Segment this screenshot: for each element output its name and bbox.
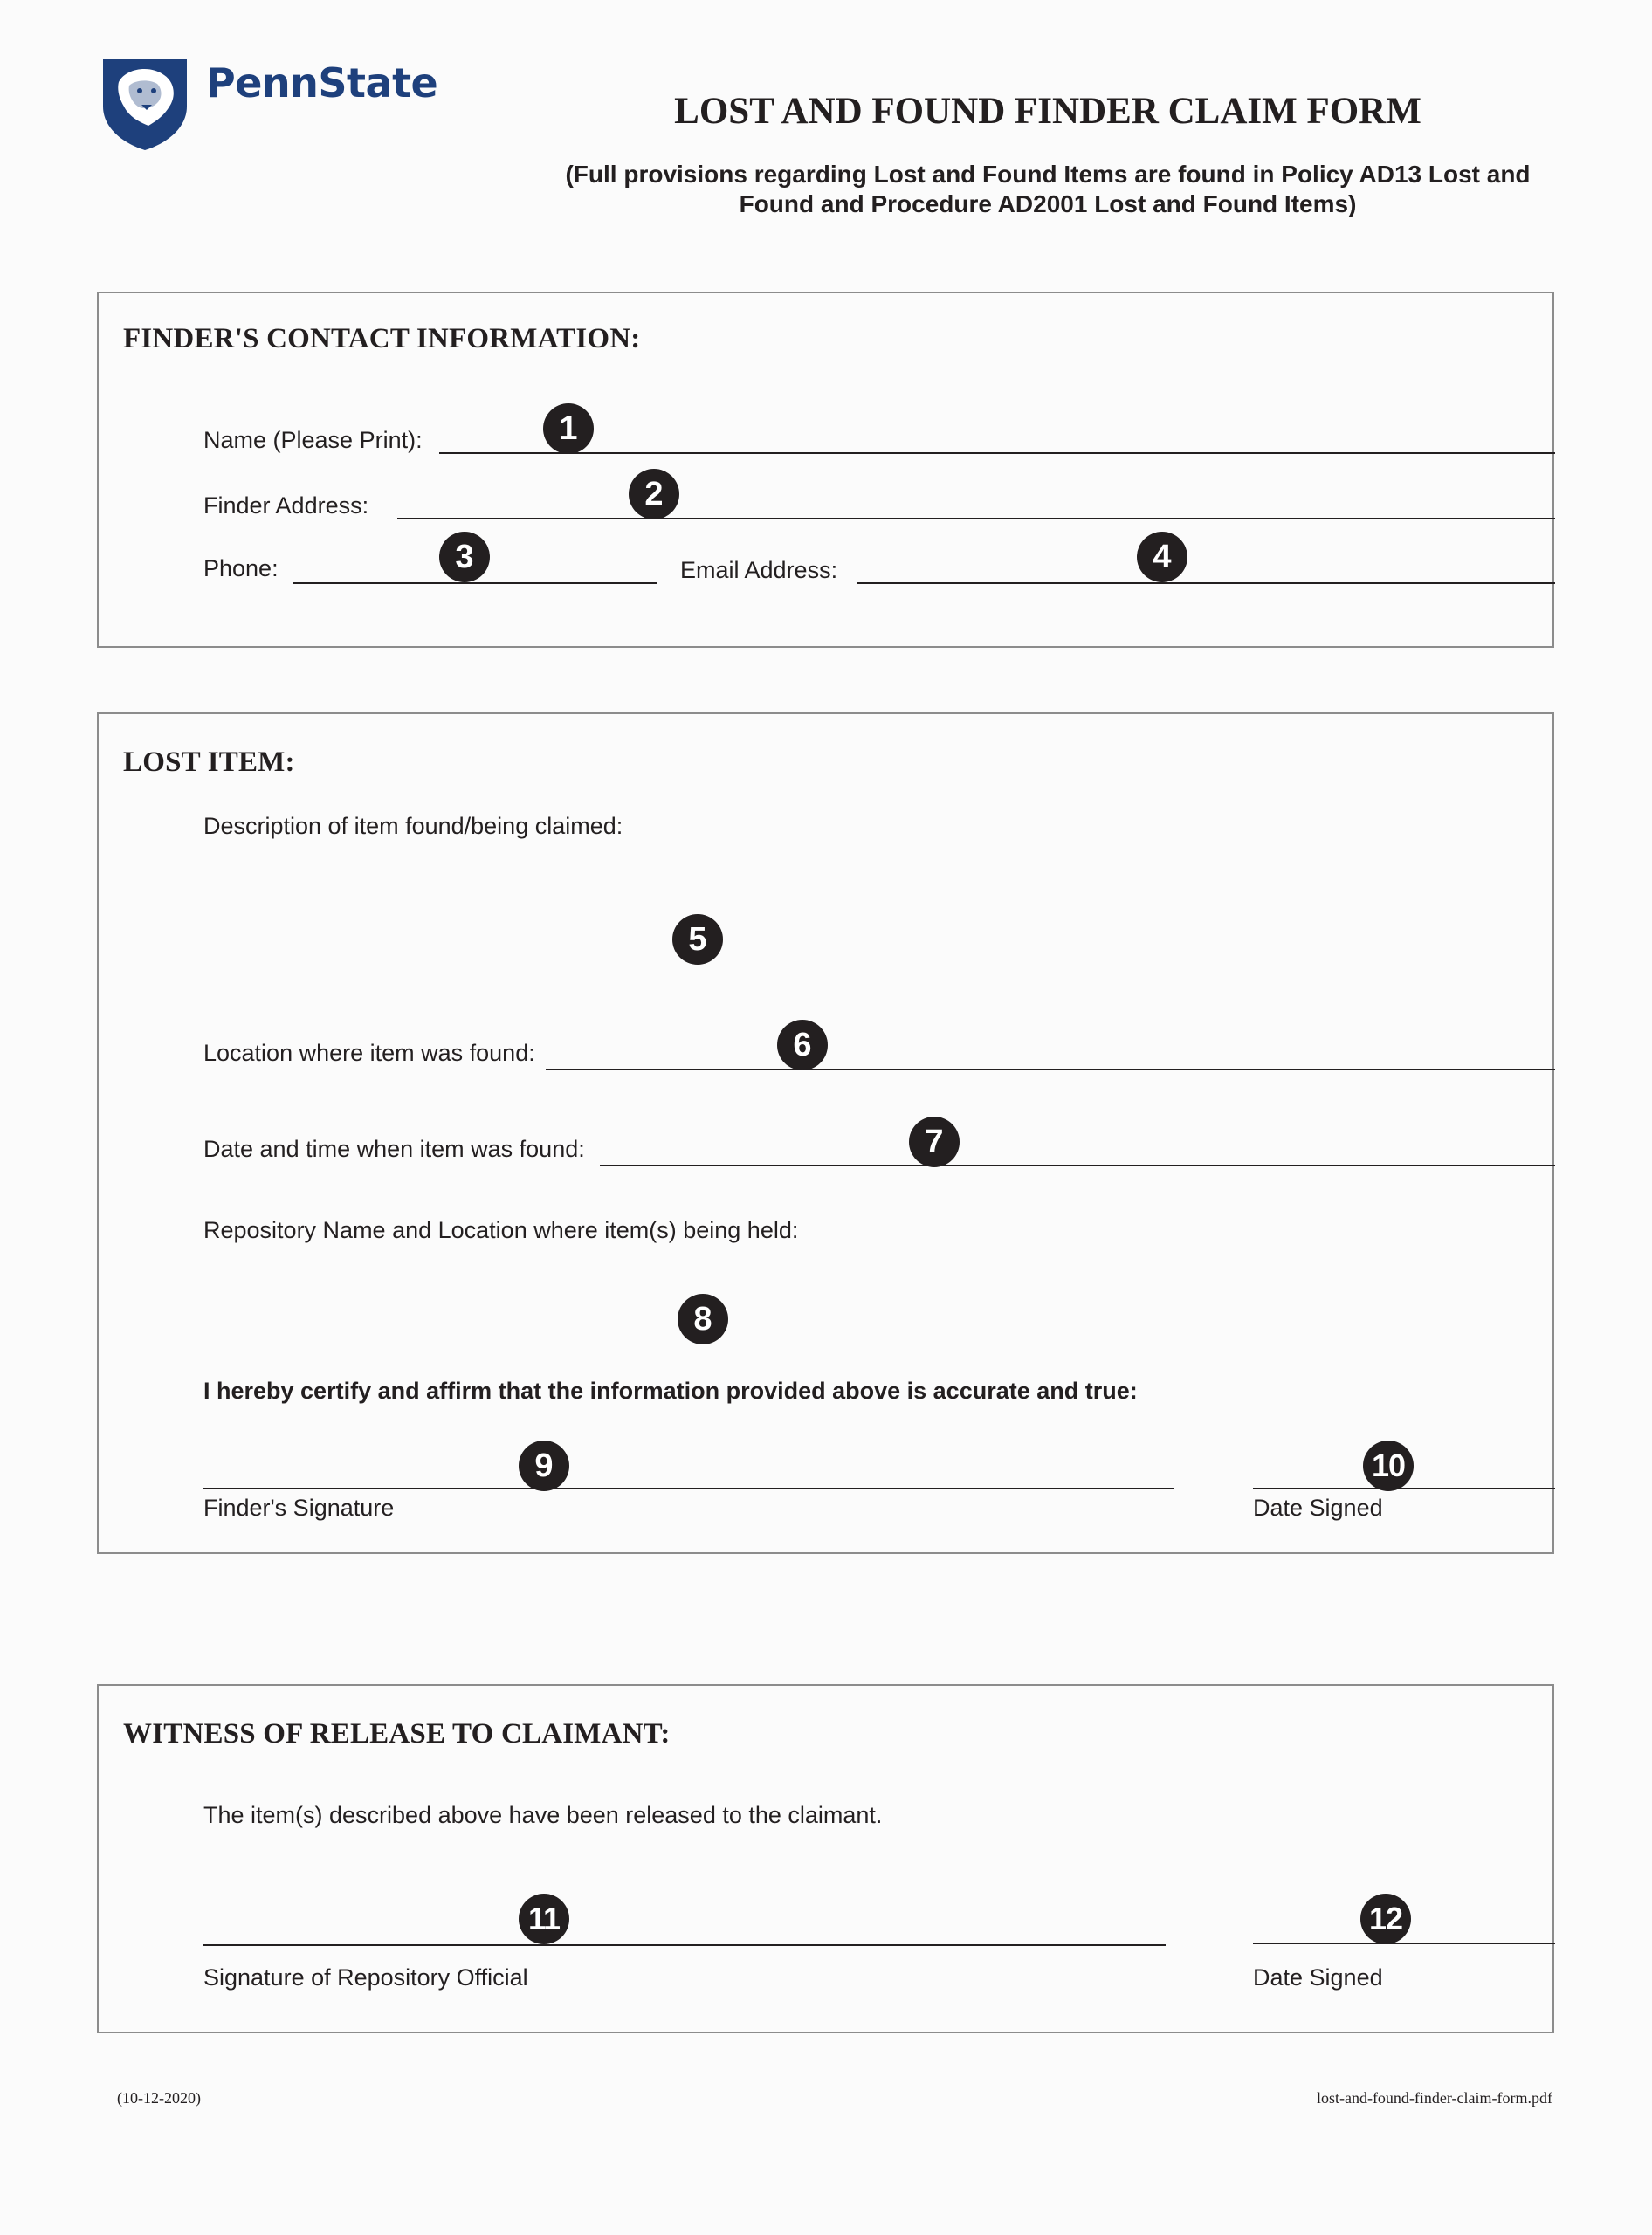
certify-statement: I hereby certify and affirm that the information provided above is accurate and true: — [203, 1378, 1138, 1404]
email-label: Email Address: — [680, 557, 838, 583]
marker-6: 6 — [777, 1020, 828, 1070]
revision-date: (10-12-2020) — [117, 2089, 201, 2107]
phone-label: Phone: — [203, 555, 279, 581]
description-field[interactable] — [203, 845, 1548, 1020]
marker-11: 11 — [519, 1894, 569, 1944]
marker-8: 8 — [678, 1294, 728, 1344]
contact-section — [97, 292, 1554, 648]
marker-4: 4 — [1137, 532, 1187, 582]
marker-5: 5 — [672, 914, 723, 965]
marker-2: 2 — [629, 469, 679, 519]
name-field[interactable] — [439, 452, 1555, 454]
witness-section — [97, 1684, 1554, 2033]
repository-field[interactable] — [203, 1248, 1548, 1371]
marker-12: 12 — [1360, 1894, 1411, 1944]
marker-1: 1 — [543, 403, 594, 454]
brand-name: PennState — [206, 59, 438, 107]
description-label: Description of item found/being claimed: — [203, 813, 623, 839]
subtitle-line-1: (Full provisions regarding Lost and Found Items are found in Policy AD13 Lost and — [565, 161, 1531, 188]
datetime-label: Date and time when item was found: — [203, 1136, 585, 1162]
location-label: Location where item was found: — [203, 1040, 535, 1066]
location-field[interactable] — [546, 1069, 1555, 1070]
contact-heading: FINDER'S CONTACT INFORMATION: — [123, 323, 641, 354]
email-field[interactable] — [857, 582, 1555, 584]
marker-10: 10 — [1363, 1441, 1414, 1491]
marker-7: 7 — [909, 1117, 960, 1167]
address-field[interactable] — [397, 518, 1555, 519]
witness-date-label: Date Signed — [1253, 1964, 1383, 1991]
official-signature-field[interactable] — [203, 1944, 1166, 1946]
lost-item-section — [97, 712, 1554, 1554]
finder-signature-label: Finder's Signature — [203, 1495, 395, 1521]
finder-date-label: Date Signed — [1253, 1495, 1383, 1521]
witness-heading: WITNESS OF RELEASE TO CLAIMANT: — [123, 1718, 671, 1750]
witness-statement: The item(s) described above have been released to the claimant. — [203, 1802, 883, 1828]
file-name: lost-and-found-finder-claim-form.pdf — [1316, 2089, 1552, 2107]
address-label: Finder Address: — [203, 492, 369, 519]
page-subtitle — [533, 160, 1563, 219]
name-label: Name (Please Print): — [203, 427, 423, 453]
official-signature-label: Signature of Repository Official — [203, 1964, 528, 1991]
datetime-field[interactable] — [600, 1165, 1555, 1166]
subtitle-line-2: Found and Procedure AD2001 Lost and Found Items) — [739, 190, 1357, 217]
witness-date-field[interactable] — [1253, 1943, 1555, 1944]
marker-9: 9 — [519, 1441, 569, 1491]
lost-item-heading: LOST ITEM: — [123, 746, 295, 778]
marker-3: 3 — [439, 532, 490, 582]
finder-date-field[interactable] — [1253, 1488, 1555, 1489]
repository-label: Repository Name and Location where item(s) being held: — [203, 1217, 799, 1243]
finder-signature-field[interactable] — [203, 1488, 1174, 1489]
page-title: LOST AND FOUND FINDER CLAIM FORM — [674, 91, 1421, 132]
phone-field[interactable] — [293, 582, 657, 584]
